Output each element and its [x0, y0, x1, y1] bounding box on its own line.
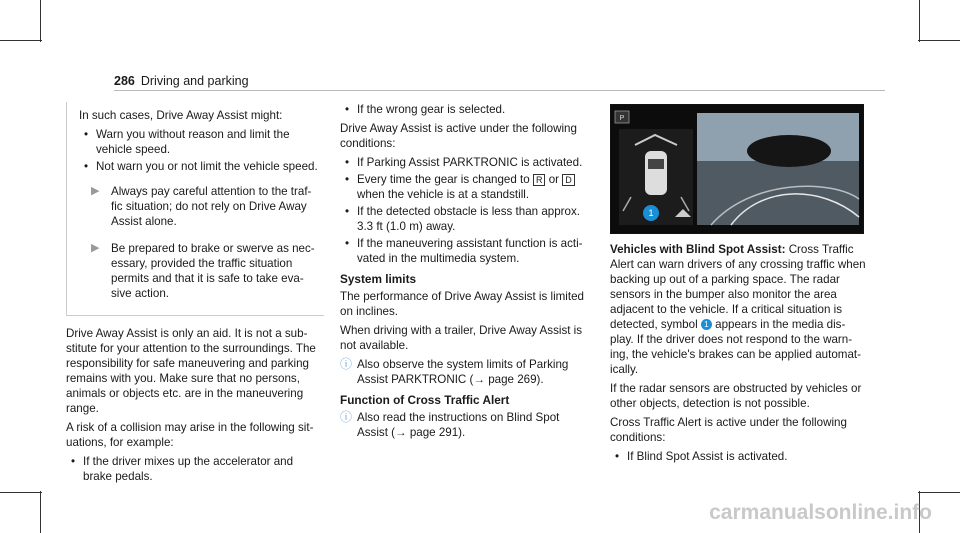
arrow-icon: ▶	[91, 185, 100, 197]
list-item: • If the maneuvering assistant function is acti- vated in the multimedia system.	[340, 236, 590, 266]
crop-mark	[0, 492, 42, 493]
warning-box	[66, 102, 324, 316]
note-intro: In such cases, Drive Away Assist might:	[79, 109, 283, 122]
instruction: ▶ Always pay careful attention to the traf- fic situation; do not rely on Drive Away Assist alone.	[91, 185, 312, 228]
crop-mark	[40, 491, 41, 533]
section-heading: System limits	[340, 272, 417, 286]
column-3	[610, 242, 868, 468]
info-icon: ⓘ	[340, 410, 353, 424]
list-item: • If the detected obstacle is less than approx. 3.3 ft (1.0 m) away.	[340, 204, 590, 234]
paragraph: When driving with a trailer, Drive Away Assist is not available.	[340, 324, 583, 352]
watermark: carmanualsonline.info	[709, 501, 932, 524]
list-item: • If Parking Assist PARKTRONIC is activated.	[340, 155, 590, 170]
list-item: • If Blind Spot Assist is activated.	[610, 449, 868, 464]
page-header	[114, 74, 249, 88]
arrow-icon: ▶	[91, 242, 100, 254]
camera-display-illustration	[611, 105, 863, 233]
page-number: 286	[114, 74, 135, 88]
section-title: Driving and parking	[140, 74, 249, 88]
paragraph: A risk of a collision may arise in the following sit- uations, for example:	[66, 421, 314, 449]
bold-lead: Vehicles with Blind Spot Assist:	[610, 243, 786, 256]
paragraph: Cross Traffic Alert is active under the following conditions:	[610, 416, 847, 444]
paragraph: If the radar sensors are obstructed by vehicles or other objects, detection is not possible.	[610, 382, 862, 410]
list-item: • Not warn you or not limit the vehicle speed.	[79, 159, 324, 174]
list-item: • If the driver mixes up the accelerator and brake pedals.	[66, 454, 324, 484]
list-item: • If the wrong gear is selected.	[340, 102, 590, 117]
column-1	[66, 102, 324, 488]
paragraph: Vehicles with Blind Spot Assist: Cross Traffic Alert can warn drivers of any crossing traffic when backing up out of a parking space. The radar sensors in the bumper also monitor the area adjacent to the vehicle. If a critical situation is detected, symbol 1 appears in the media dis- play. If the driver does not respond to the warn- ing, the vehicle's brakes can be applied automat- ically.	[610, 243, 866, 376]
crop-mark	[918, 40, 960, 41]
crop-mark	[0, 40, 42, 41]
crop-mark	[918, 492, 960, 493]
figure-label: P	[619, 115, 625, 122]
callout-badge: 1	[648, 208, 654, 218]
info-note: ⓘ Also read the instructions on Blind Spot Assist (→ page 291).	[340, 410, 560, 439]
list-item: • Every time the gear is changed to R or D when the vehicle is at a standstill.	[340, 172, 590, 202]
paragraph: Drive Away Assist is active under the following conditions:	[340, 122, 577, 150]
list-item: • Warn you without reason and limit the vehicle speed.	[79, 127, 324, 157]
symbol-1-badge: 1	[701, 319, 712, 330]
crop-mark	[40, 0, 41, 42]
paragraph: The performance of Drive Away Assist is limited on inclines.	[340, 290, 584, 318]
header-rule	[114, 90, 885, 91]
paragraph: Drive Away Assist is only an aid. It is not a sub- stitute for your attention to the surroundings. The responsibility for safe maneuvering and parking remains with you. Make sure that no persons, animals or objects etc. are in the maneuvering range.	[66, 327, 316, 415]
camera-display-figure	[610, 104, 864, 234]
crop-mark	[919, 0, 920, 42]
instruction: ▶ Be prepared to brake or swerve as nec- essary, provided the traffic situation permits and that it is safe to take eva- sive action.	[91, 242, 315, 300]
gear-d-icon: D	[562, 174, 575, 186]
section-heading: Function of Cross Traffic Alert	[340, 393, 510, 407]
info-icon: ⓘ	[340, 357, 353, 371]
info-note: ⓘ Also observe the system limits of Parking Assist PARKTRONIC (→ page 269).	[340, 357, 569, 386]
gear-r-icon: R	[533, 174, 546, 186]
column-2	[340, 102, 590, 444]
